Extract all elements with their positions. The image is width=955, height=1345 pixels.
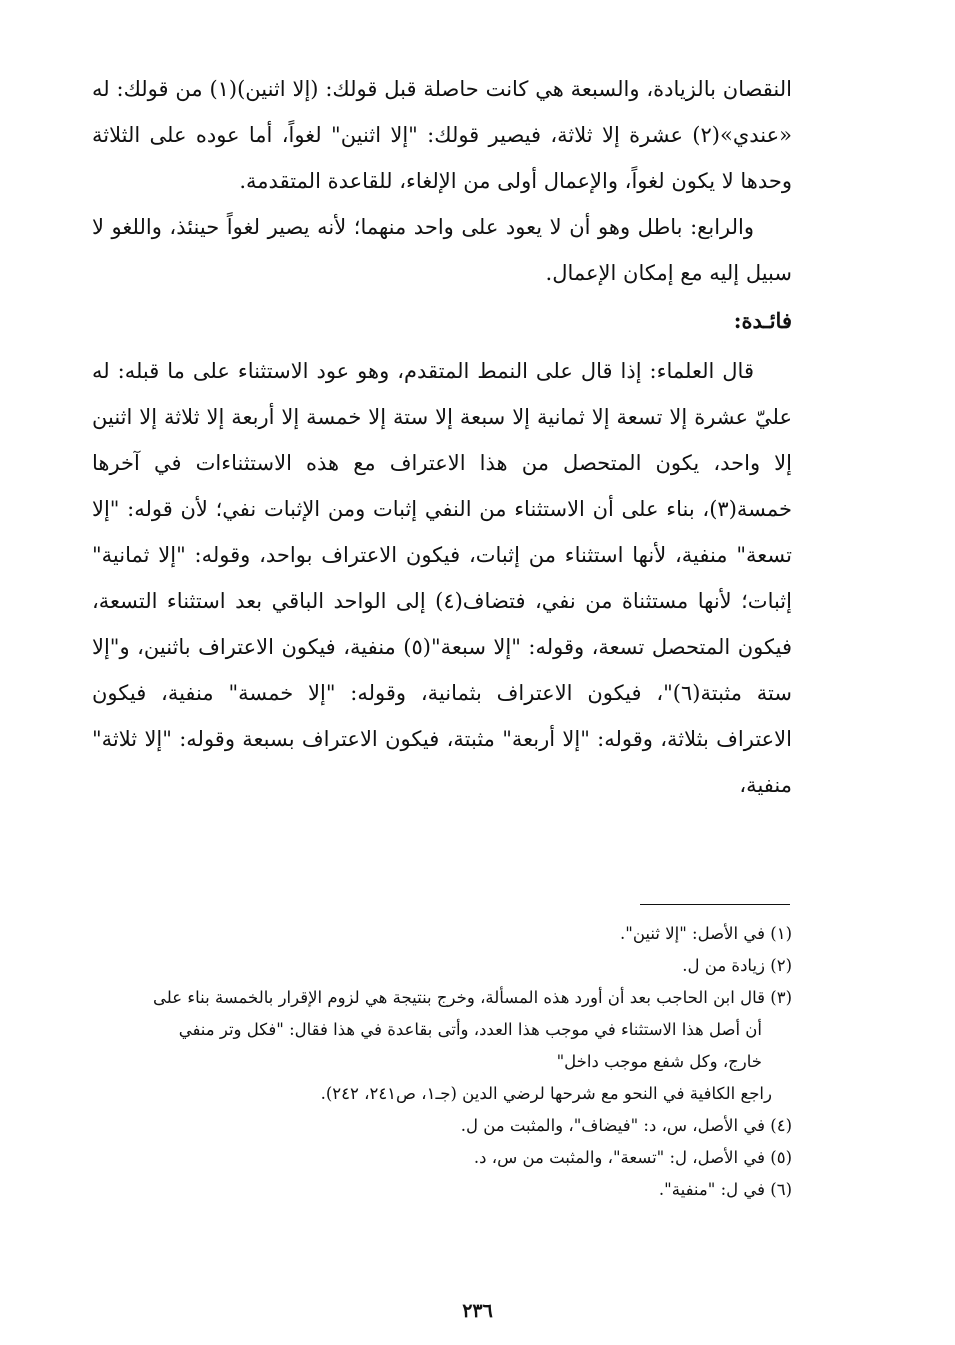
- footnote-6: (٦) في ل: "منفية".: [658, 1180, 792, 1199]
- footnotes: [88, 918, 792, 1206]
- footnote-separator: [640, 904, 790, 905]
- page-number: ٢٣٦: [462, 1300, 493, 1322]
- footnote-4: (٤) في الأصل، س، د: "فيضاف"، والمثبت من ل.: [460, 1116, 792, 1135]
- footnote-3-reference: راجع الكافية في النحو مع شرحها لرضي الدين (جـ١، ص٢٤١، ٢٤٢).: [320, 1084, 772, 1103]
- section-heading: فائـدة:: [733, 308, 792, 333]
- footnote-5: (٥) في الأصل، ل: "تسعة"، والمثبت من س، د.: [473, 1148, 792, 1167]
- footnote-3-line-2: أن أصل هذا الاستثناء في موجب هذا العدد، وأتى بقاعدة في هذا فقال: "فكل وتر منفي: [178, 1020, 762, 1039]
- paragraph-1: النقصان بالزيادة، والسبعة هي كانت حاصلة قبل قولك: (إلا اثنين)(١) من قولك: له «عندي»(٢) عشرة إلا ثلاثة، فيصير قولك: "إلا اثنين" لغواً، أما عوده على الثلاثة وحدها لا يكون لغواً، والإعمال أولى من الإلغاء، للقاعدة المتقدمة.: [92, 77, 792, 193]
- footnote-1: (١) في الأصل: "إلا ثنين".: [620, 924, 792, 943]
- footnote-3: (٣) قال ابن الحاجب بعد أن أورد هذه المسألة، وخرج بنتيجة هي لزوم الإقرار بالخمسة بناء على: [153, 988, 792, 1007]
- footnote-2: (٢) زيادة من ل.: [682, 956, 792, 975]
- paragraph-2: والرابع: باطل وهو أن لا يعود على واحد منهما؛ لأنه يصير لغواً حينئذ، واللغو لا سبيل إليه مع إمكان الإعمال.: [92, 215, 792, 285]
- main-text: [92, 66, 792, 808]
- paragraph-3: قال العلماء: إذا قال على النمط المتقدم، وهو عود الاستثناء على ما قبله: له عليّ عشرة إلا تسعة إلا ثمانية إلا سبعة إلا ستة إلا خمسة إلا أربعة إلا ثلاثة إلا اثنين إلا واحد، يكون المتحصل من هذا الاعتراف مع هذه الاستثناءات في آخرها خمسة(٣)، بناء على أن الاستثناء من النفي إثبات ومن الإثبات نفي؛ لأن قوله: "إلا تسعة" منفية، لأنها استثناء من إثبات، فيكون الاعتراف بواحد، وقوله: "إلا ثمانية" إثبات؛ لأنها مستثناة من نفي، فتضاف(٤) إلى الواحد الباقي بعد استثناء التسعة، فيكون المتحصل تسعة، وقوله: "إلا سبعة"(٥) منفية، فيكون الاعتراف باثنين، و"إلا ستة مثبتة(٦)"، فيكون الاعتراف بثمانية، وقوله: "إلا خمسة" منفية، فيكون الاعتراف بثلاثة، وقوله: "إلا أربعة" مثبتة، فيكون الاعتراف بسبعة وقوله: "إلا ثلاثة" منفية،: [92, 359, 792, 797]
- footnote-3-line-3: خارج، وكل شفع موجب داخل": [556, 1052, 762, 1071]
